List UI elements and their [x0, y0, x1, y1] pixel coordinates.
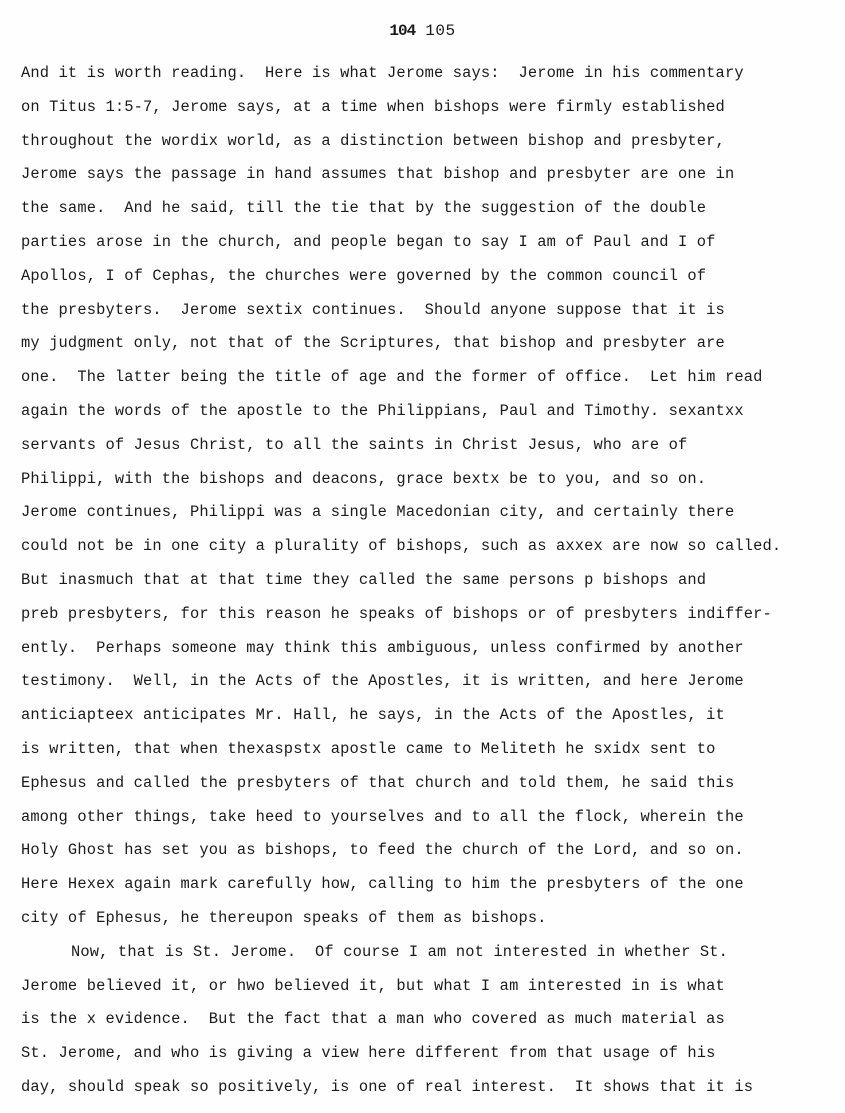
text-line: anticiapteex anticipates Mr. Hall, he says, in the Acts of the Apostles, it	[21, 706, 725, 725]
text-line: one. The latter being the title of age and the former of office. Let him read	[21, 368, 763, 387]
struck-page-number: 104	[389, 22, 416, 40]
text-line: Apollos, I of Cephas, the churches were governed by the common council of	[21, 266, 707, 285]
current-page-number: 105	[425, 22, 456, 40]
paragraph-start-line: Now, that is St. Jerome. Of course I am not interested in whether St.	[71, 942, 729, 961]
text-line: Holy Ghost has set you as bishops, to feed the church of the Lord, and so on.	[21, 841, 744, 860]
text-line: is written, that when thexaspstx apostle came to Meliteth he sxidx sent to	[21, 739, 716, 758]
text-line: Jerome says the passage in hand assumes that bishop and presbyter are one in	[21, 165, 735, 184]
text-line: Jerome believed it, or hwo believed it, but what I am interested in is what	[21, 976, 725, 995]
text-line: parties arose in the church, and people began to say I am of Paul and I of	[21, 232, 716, 251]
text-line: on Titus 1:5-7, Jerome says, at a time when bishops were firmly established	[21, 97, 725, 116]
text-line: Here Hexex again mark carefully how, calling to him the presbyters of the one	[21, 875, 744, 894]
text-line: Philippi, with the bishops and deacons, grace bextx be to you, and so on.	[21, 469, 707, 488]
text-line: ently. Perhaps someone may think this ambiguous, unless confirmed by another	[21, 638, 744, 657]
text-line: the presbyters. Jerome sextix continues. Should anyone suppose that it is	[21, 300, 725, 319]
body-text	[21, 57, 836, 1105]
page-number	[0, 22, 845, 40]
text-line: among other things, take heed to yourselves and to all the flock, wherein the	[21, 807, 744, 826]
text-line: testimony. Well, in the Acts of the Apostles, it is written, and here Jerome	[21, 672, 744, 691]
text-line: St. Jerome, and who is giving a view here different from that usage of his	[21, 1044, 716, 1063]
text-line: Ephesus and called the presbyters of that church and told them, he said this	[21, 773, 735, 792]
text-line: servants of Jesus Christ, to all the saints in Christ Jesus, who are of	[21, 435, 688, 454]
text-line: could not be in one city a plurality of bishops, such as axxex are now so called.	[21, 537, 782, 556]
text-line: my judgment only, not that of the Scriptures, that bishop and presbyter are	[21, 334, 725, 353]
text-line: throughout the wordix world, as a distinction between bishop and presbyter,	[21, 131, 725, 150]
text-line: is the x evidence. But the fact that a man who covered as much material as	[21, 1010, 725, 1029]
text-line: again the words of the apostle to the Philippians, Paul and Timothy. sexantxx	[21, 401, 744, 420]
text-line: city of Ephesus, he thereupon speaks of them as bishops.	[21, 908, 547, 927]
text-line: day, should speak so positively, is one of real interest. It shows that it is	[21, 1077, 754, 1096]
text-line: But inasmuch that at that time they called the same persons p bishops and	[21, 570, 707, 589]
text-line: preb presbyters, for this reason he speaks of bishops or of presbyters indiffer-	[21, 604, 772, 623]
text-line: And it is worth reading. Here is what Jerome says: Jerome in his commentary	[21, 64, 744, 82]
text-line: the same. And he said, till the tie that by the suggestion of the double	[21, 199, 707, 218]
text-line: Jerome continues, Philippi was a single Macedonian city, and certainly there	[21, 503, 735, 522]
